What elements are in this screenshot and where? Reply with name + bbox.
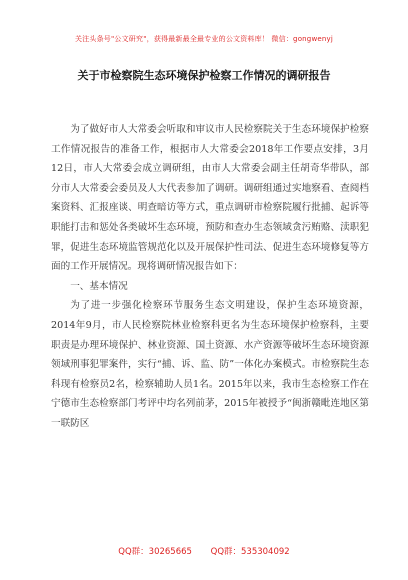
qq-group-1: QQ群：30265665 bbox=[118, 547, 192, 557]
qq-group-2: QQ群：535304092 bbox=[210, 547, 290, 557]
promo-banner: 关注头条号"公文研究"，获得最新最全最专业的公文资料库！ 微信：gongwenyj bbox=[74, 35, 334, 43]
document-title: 关于市检察院生态环境保护检察工作情况的调研报告 bbox=[77, 69, 331, 82]
intro-paragraph: 为了做好市人大常委会听取和审议市人民检察院关于生态环境保护检察工作情况报告的准备工作，根据市人大常委会2018年工作要点安排，3月12日，市人大常委会成立调研组，由市人大常委会副主任胡奇华带队，部分市人大常委会委员及人大代表参加了调研。调研组通过实地察看、查阅档案资料、汇报座谈、明查暗访等方式，重点调研市检察院履行批捕、起诉等职能打击和惩处各类破坏生态环境，预防和查办生态领域贪污贿赂、渎职犯罪，促进生态环境监管规范化以及开展保护性司法、促进生态环境修复等方面的工作开展情况。现将调研情况报告如下： bbox=[51, 124, 369, 273]
document-body bbox=[51, 120, 369, 434]
footer-contact bbox=[0, 545, 408, 557]
section-paragraph: 为了进一步强化检察环节服务生态文明建设，保护生态环境资源，2014年9月，市人民检察院林业检察科更名为生态环境保护检察科，主要职责是办理环境保护、林业资源、国土资源、水产资源等破坏生态环境资源领域刑事犯罪案件，实行“捕、诉、监、防”一体化办案模式。市检察院生态科现有检察员2名，检察辅助人员1名。2015年以来，我市生态检察工作在宁德市生态检察部门考评中均名列前茅，2015年被授予“闽浙赣毗连地区第一联防区 bbox=[51, 300, 369, 429]
section-heading: 一、基本情况 bbox=[70, 280, 128, 292]
